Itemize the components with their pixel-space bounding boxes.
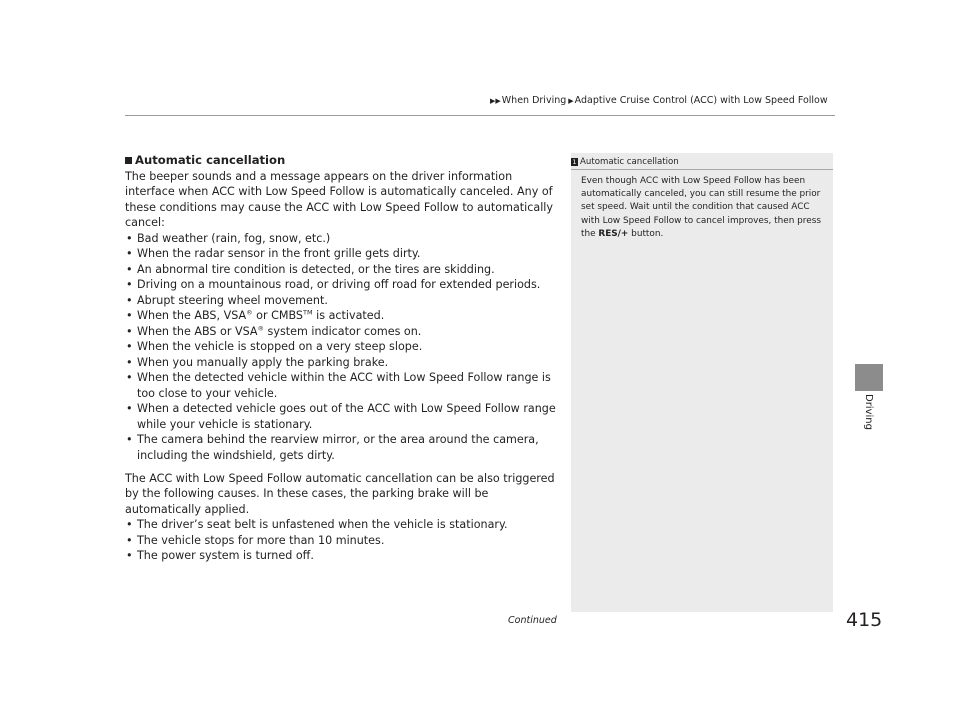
breadcrumb bbox=[490, 95, 835, 106]
main-content bbox=[125, 153, 557, 564]
list-item: • Abrupt steering wheel movement. bbox=[126, 293, 328, 307]
list-item: • When the radar sensor in the front grille gets dirty. bbox=[126, 247, 421, 260]
arrow-icon: ▶ bbox=[568, 96, 574, 105]
parking-brake-conditions-list bbox=[125, 517, 557, 564]
secondary-paragraph: The ACC with Low Speed Follow automatic cancellation can be also triggered by the following causes. In these cases, the parking brake will be automatically applied. bbox=[125, 471, 555, 516]
list-item: • When the ABS or VSA® system indicator comes on. bbox=[126, 323, 422, 338]
page-number: 415 bbox=[846, 609, 883, 631]
note-title bbox=[571, 157, 833, 167]
list-item: • Driving on a mountainous road, or driving off road for extended periods. bbox=[126, 278, 541, 291]
breadcrumb-acc[interactable]: Adaptive Cruise Control (ACC) with Low Speed Follow bbox=[574, 95, 828, 106]
header-divider bbox=[125, 115, 835, 116]
section-heading bbox=[125, 153, 557, 169]
list-item: • When the ABS, VSA® or CMBS™ is activated. bbox=[126, 308, 385, 322]
note-title-text: Automatic cancellation bbox=[580, 157, 679, 167]
note-number-badge: 1 bbox=[572, 158, 577, 166]
sidebar-note bbox=[571, 153, 833, 612]
list-item: • When the vehicle is stopped on a very steep slope. bbox=[126, 340, 423, 353]
list-item: • When a detected vehicle goes out of the ACC with Low Speed Follow range while your vehicle is stationary. bbox=[126, 402, 556, 431]
list-item: • The camera behind the rearview mirror, or the area around the camera, including the windshield, gets dirty. bbox=[126, 433, 539, 462]
list-item: • Bad weather (rain, fog, snow, etc.) bbox=[126, 231, 331, 245]
continued-label: Continued bbox=[508, 615, 557, 626]
cancel-conditions-list bbox=[125, 231, 557, 464]
intro-paragraph: The beeper sounds and a message appears on the driver information interface when ACC with Low Speed Follow is automatically canceled. Any of these conditions may cause the ACC with Low Speed Follow to automatically cancel: bbox=[125, 169, 553, 229]
chapter-label: Driving bbox=[863, 394, 874, 430]
note-divider bbox=[571, 169, 833, 170]
section-title: Automatic cancellation bbox=[135, 153, 286, 167]
list-item: • When you manually apply the parking brake. bbox=[126, 355, 389, 369]
chapter-tab bbox=[855, 364, 883, 391]
list-item: • The driver’s seat belt is unfastened when the vehicle is stationary. bbox=[126, 518, 508, 531]
square-bullet-icon bbox=[125, 157, 132, 164]
list-item: • An abnormal tire condition is detected, or the tires are skidding. bbox=[126, 262, 495, 276]
list-item: • The vehicle stops for more than 10 minutes. bbox=[126, 533, 385, 547]
note-body: Even though ACC with Low Speed Follow has been automatically canceled, you can still resume the prior set speed. Wait until the condition that caused ACC with Low Speed Follow to cancel improves, then press the RES/+ button. bbox=[581, 176, 821, 239]
res-button-label: RES/+ bbox=[598, 228, 629, 239]
breadcrumb-when-driving[interactable]: When Driving bbox=[501, 95, 567, 106]
double-arrow-icon: ▶▶ bbox=[490, 96, 501, 105]
list-item: • When the detected vehicle within the ACC with Low Speed Follow range is too close to your vehicle. bbox=[126, 371, 551, 400]
list-item: • The power system is turned off. bbox=[126, 549, 314, 562]
